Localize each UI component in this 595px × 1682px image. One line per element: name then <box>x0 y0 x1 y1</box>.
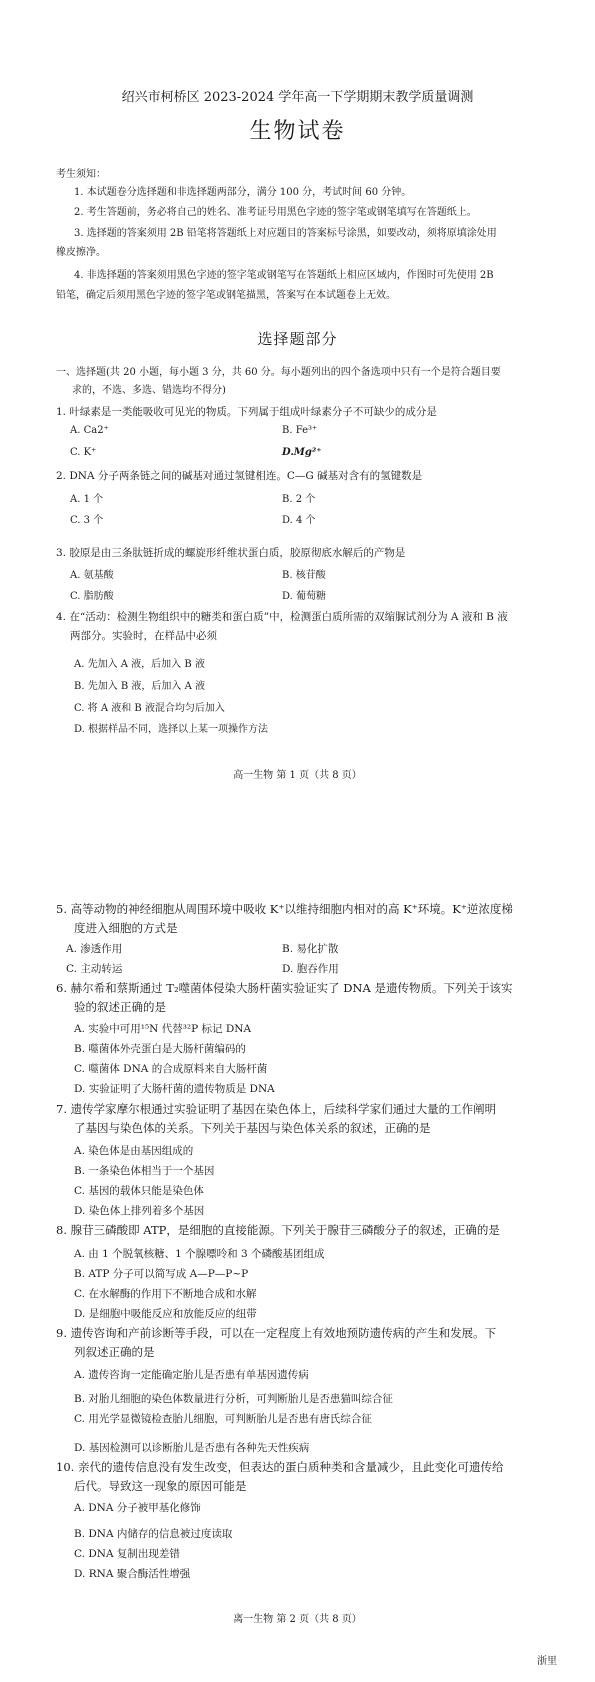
question-3-stem: 3. 胶原是由三条肽链折成的螺旋形纤维状蛋白质，胶原彻底水解后的产物是 <box>56 547 406 559</box>
question-9-option-c: C. 用光学显微镜检查胎儿细胞，可判断胎儿是否患有唐氏综合征 <box>74 1413 372 1425</box>
question-2-option-b: B. 2 个 <box>282 494 316 505</box>
notice-item: 2. 考生答题前，务必将自己的姓名、准考证号用黑色字迹的签字笔或钢笔填写在答题纸上。 <box>74 207 477 218</box>
notice-item: 铅笔，确定后须用黑色字迹的签字笔或钢笔描黑，答案写在本试题卷上无效。 <box>56 290 396 301</box>
question-10-stem: 后代。导致这一现象的原因可能是 <box>74 1479 247 1493</box>
question-6-option-b: B. 噬菌体外壳蛋白是大肠杆菌编码的 <box>74 1043 246 1055</box>
question-6-stem: 6. 赫尔希和蔡斯通过 T₂噬菌体侵染大肠杆菌实验证实了 DNA 是遗传物质。下列关于该实 <box>56 981 513 995</box>
question-1-option-d: D.Mg²⁺ <box>282 447 322 458</box>
question-6-stem: 验的叙述正确的是 <box>74 1000 166 1014</box>
page-footer: 离一生物 第 2 页（共 8 页） <box>233 1614 362 1625</box>
notice-item: 4. 非选择题的答案须用黑色字迹的签字笔或钢笔写在答题纸上相应区域内，作图时可先使用 2B <box>74 270 494 281</box>
question-7-option-b: B. 一条染色体相当于一个基因 <box>74 1165 215 1177</box>
question-9-option-b: B. 对胎儿细胞的染色体数量进行分析，可判断胎儿是否患猫叫综合征 <box>74 1393 393 1405</box>
question-3-option-b: B. 核苷酸 <box>282 570 326 581</box>
notice-heading: 考生须知： <box>56 169 106 180</box>
question-2-option-d: D. 4 个 <box>282 515 316 526</box>
question-4-option-d: D. 根据样品不同，选择以上某一项操作方法 <box>74 724 269 735</box>
question-5-option-a: A. 渗透作用 <box>66 943 123 955</box>
exam-title: 绍兴市柯桥区 2023-2024 学年高一下学期期末教学质量调测 <box>121 90 474 105</box>
question-8-option-b: B. ATP 分子可以简写成 A—P—P~P <box>74 1268 249 1280</box>
question-10-option-b: B. DNA 内储存的信息被过度读取 <box>74 1528 233 1540</box>
question-3-option-c: C. 脂肪酸 <box>70 591 114 602</box>
notice-item: 1. 本试题卷分选择题和非选择题两部分，满分 100 分，考试时间 60 分钟。 <box>74 187 412 198</box>
question-1-stem: 1. 叶绿素是一类能吸收可见光的物质。下列属于组成叶绿素分子不可缺少的成分是 <box>56 406 437 418</box>
question-6-option-c: C. 噬菌体 DNA 的合成原料来自大肠杆菌 <box>74 1063 268 1075</box>
question-9-stem: 列叙述正确的是 <box>74 1345 155 1359</box>
question-7-option-a: A. 染色体是由基因组成的 <box>74 1145 194 1157</box>
question-1-option-c: C. K⁺ <box>70 447 97 458</box>
question-3-option-a: A. 氨基酸 <box>70 570 114 581</box>
question-4-option-b: B. 先加入 B 液，后加入 A 液 <box>74 681 205 692</box>
question-4-stem: 4. 在“活动：检测生物组织中的糖类和蛋白质”中，检测蛋白质所需的双缩脲试剂分为 A 液和 B 液 <box>56 611 508 623</box>
question-2-option-c: C. 3 个 <box>70 515 104 526</box>
question-5-stem: 5. 高等动物的神经细胞从周围环境中吸收 K⁺以维持细胞内相对的高 K⁺环境。K⁺逆浓度梯 <box>56 902 513 916</box>
question-8-option-c: C. 在水解酶的作用下不断地合成和水解 <box>74 1288 257 1300</box>
question-8-option-d: D. 是细胞中吸能反应和放能反应的纽带 <box>74 1308 257 1320</box>
section-title: 选择题部分 <box>257 330 338 348</box>
question-9-option-a: A. 遗传咨询一定能确定胎儿是否患有单基因遗传病 <box>74 1369 309 1381</box>
section-intro: 一、选择题(共 20 小题，每小题 3 分，共 60 分。每小题列出的四个备选项中只有一个是符合题目要 <box>56 367 501 378</box>
question-3-option-d: D. 葡萄糖 <box>282 591 327 602</box>
question-5-option-b: B. 易化扩散 <box>282 943 339 955</box>
question-2-stem: 2. DNA 分子两条链之间的碱基对通过氢键相连。C—G 碱基对含有的氢键数是 <box>56 470 423 482</box>
question-10-option-a: A. DNA 分子被甲基化修饰 <box>74 1502 201 1514</box>
question-7-stem: 了基因与染色体的关系。下列关于基因与染色体关系的叙述，正确的是 <box>74 1121 431 1135</box>
question-7-option-c: C. 基因的载体只能是染色体 <box>74 1185 204 1197</box>
notice-item: 3. 选择题的答案须用 2B 铅笔将答题纸上对应题目的答案标号涂黑，如要改动，须将原填涂处用 <box>74 228 497 239</box>
question-4-option-a: A. 先加入 A 液，后加入 B 液 <box>74 659 205 670</box>
section-intro: 求的，不选、多选、错选均不得分) <box>72 385 226 396</box>
question-8-option-a: A. 由 1 个脱氧核糖、1 个腺嘌呤和 3 个磷酸基团组成 <box>74 1248 325 1260</box>
exam-subject: 生物试卷 <box>249 119 346 144</box>
question-5-stem: 度进入细胞的方式是 <box>74 921 178 935</box>
question-1-option-a: A. Ca2⁺ <box>70 425 109 436</box>
question-7-option-d: D. 染色体上排列着多个基因 <box>74 1205 205 1217</box>
question-5-option-c: C. 主动转运 <box>66 963 123 975</box>
question-9-stem: 9. 遗传咨询和产前诊断等手段，可以在一定程度上有效地预防遗传病的产生和发展。下 <box>56 1326 497 1340</box>
question-6-option-d: D. 实验证明了大肠杆菌的遗传物质是 DNA <box>74 1083 275 1095</box>
question-9-option-d: D. 基因检测可以诊断胎儿是否患有各种先天性疾病 <box>74 1442 310 1454</box>
question-4-stem: 两部分。实验时，在样品中必须 <box>70 630 217 642</box>
question-10-option-c: C. DNA 复制出现差错 <box>74 1548 180 1560</box>
question-7-stem: 7. 遗传学家摩尔根通过实验证明了基因在染色体上，后续科学家们通过大量的工作阐明 <box>56 1102 497 1116</box>
question-1-option-b: B. Fe³⁺ <box>282 425 318 436</box>
question-2-option-a: A. 1 个 <box>70 494 104 505</box>
question-10-stem: 10. 亲代的遗传信息没有发生改变，但表达的蛋白质种类和含量减少，且此变化可遗传给 <box>56 1460 504 1474</box>
notice-item: 橡皮擦净。 <box>56 247 106 258</box>
question-4-option-c: C. 将 A 液和 B 液混合均匀后加入 <box>74 703 225 714</box>
corner-watermark: 浙里 <box>537 1656 557 1667</box>
question-5-option-d: D. 胞吞作用 <box>282 963 339 975</box>
question-8-stem: 8. 腺苷三磷酸即 ATP，是细胞的直接能源。下列关于腺苷三磷酸分子的叙述，正确的是 <box>56 1223 500 1237</box>
question-6-option-a: A. 实验中可用¹⁵N 代替³²P 标记 DNA <box>74 1023 252 1035</box>
page-footer: 高一生物 第 1 页（共 8 页） <box>233 770 362 781</box>
question-10-option-d: D. RNA 聚合酶活性增强 <box>74 1568 191 1580</box>
